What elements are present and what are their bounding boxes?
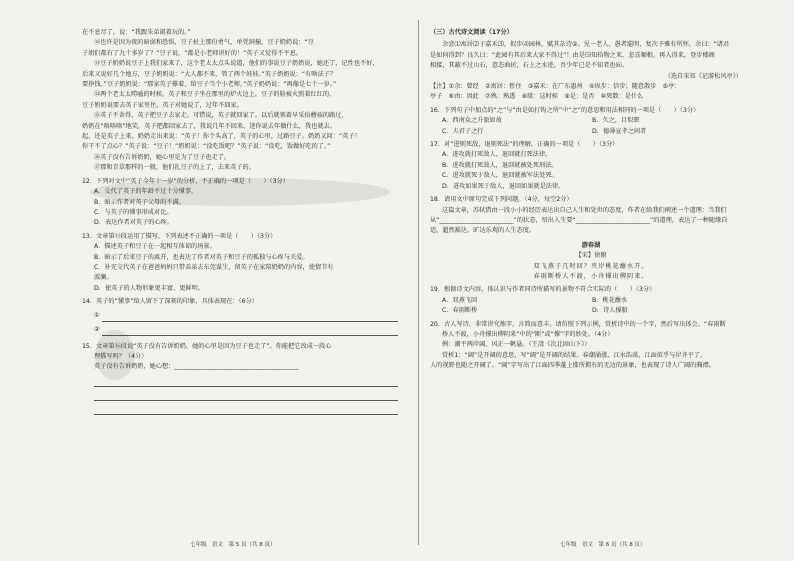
- passage-line: ⑰那和青草那样的一般，他们扎豆子的上了，去来英子的。: [94, 164, 255, 172]
- passage-line: 余尝⑴寓居⑵于嘉禾⑶，拟步⑷园林，赋其杂诗②。见一老人，愚者聪明，复次予雅有所怀，余曰：“诸君: [442, 41, 730, 49]
- option-a[interactable]: A．描述英子和豆子在一起相互体谅的场景。: [94, 243, 216, 251]
- option-a[interactable]: A．双燕飞回: [442, 296, 478, 304]
- answer-line[interactable]: [94, 389, 398, 401]
- question-12: [82, 177, 408, 229]
- page-footer: 七年级 语文 第 5 页（共 8 页）: [190, 542, 276, 548]
- question-stem: 20．古人写诗，非常讲究炼字，言简而意丰。请仿照下列示例，赏析诗中的一个字，然后写出体会。“春雨断: [430, 320, 726, 328]
- passage-line: ⑯英子没有告诉奶奶，她心里是为了豆子也走了。: [94, 153, 231, 161]
- note-line: 亭子 ⑥由：因此 ⑦熟：熟透 ⑧歇：这时候 ⑨是：是否 ⑩死数：是什么: [430, 93, 644, 101]
- question-stem-cont: 理描写吗？（4分）: [94, 352, 148, 360]
- poem-title: 游春湖: [581, 241, 601, 249]
- poem-line: 双飞燕子几时回？夹岸桃花蘸水开。: [533, 262, 649, 270]
- option-b[interactable]: B．暗示作者对英子父母的不满。: [94, 198, 185, 206]
- page-footer: 七年级 语文 第 6 页（共 8 页）: [560, 542, 646, 548]
- passage-source: （选自宋祁《记游松风亭》）: [664, 72, 742, 80]
- option-c[interactable]: C．进攻就死于敌人，退回就被军法处死。: [442, 172, 558, 180]
- question-stem: 19．根据诗文内容，体认识与作者同诗所描写的景物不符合实际的（ ）（3分）: [430, 286, 656, 294]
- question-14: [82, 297, 408, 335]
- question-16: [430, 106, 752, 137]
- option-c[interactable]: C．夫君子之行: [442, 127, 484, 135]
- option-c[interactable]: C．春雨断桥: [442, 307, 478, 315]
- option-b[interactable]: B．进攻就打死敌人，退回就被处死刑法。: [442, 161, 558, 169]
- fill-blank-line: 适、超然豁达、旷达乐观的人生态度。: [430, 227, 536, 235]
- question-20: [430, 320, 752, 372]
- analysis-line: 赏析1：“阔”是开阔的意思，写“阔”是开阔的结果。春潮涌涨，江水浩荡，江面似乎与岸齐平了，: [442, 351, 707, 359]
- question-15: [82, 342, 408, 415]
- right-page: [430, 28, 752, 372]
- passage-line: 子姐们都有了九十多岁了？”豆子说，“都是小老师讲好的！”英子又觉得不平息。: [82, 49, 302, 57]
- question-18: [430, 195, 752, 237]
- passage-line: 豆子奶奶说要去英子家里住，英子对她说了，过年不回家。: [82, 101, 243, 109]
- question-stem-cont: 桥人不渡，小舟撑出柳阴来”中的“断”或“撑”字的妙处。（4分）: [442, 330, 614, 338]
- question-stem: 17．对“进则死敌，退则死法”的理解，正确的一项是（ ）（3分）: [430, 141, 619, 149]
- passage-line: 起，还是英子上来。奶奶走出来说：“英子！你个头高了，英子的心里，过路豆子。奶奶又问：“英子！: [82, 133, 361, 141]
- answer-line[interactable]: [94, 375, 398, 387]
- option-d[interactable]: D．德薄宣孝之间者: [592, 127, 647, 135]
- option-c[interactable]: C．补充交代英子在爸爸妈妈只带弟弟去东莞谋生，留英子在家陪奶奶的内容，使情节有: [94, 263, 334, 271]
- annotations: [430, 82, 752, 103]
- passage-line: 后来又说好几个地方，豆子奶奶说：“大人都不来，管了两个娃娃。”英子奶奶说：“有啥法子？: [82, 70, 337, 78]
- question-17: [430, 140, 752, 192]
- passage-line: 你干不了点心？”英子说：“豆子！”奶奶说：“没吃饭吧？”英子说：“没吃，饭做好吃的了。”: [82, 143, 331, 151]
- passage-line: 奶奶在“咯咯咯”地笑，英子把都回家去了，我说几年不回来，迷你说去年做什么，我也就去。: [82, 122, 336, 130]
- option-d[interactable]: D．表达作者对英子的心疼。: [94, 219, 174, 227]
- answer-line[interactable]: [94, 403, 398, 415]
- poem-block: [430, 241, 752, 283]
- option-a[interactable]: A．交代了英子的年龄不过十分懂事。: [94, 188, 198, 196]
- question-stem: 16．下列句子中加点的“之”与“由是如打钩之所”中“之”的意思和用法相同的一项是（ ）（3分）: [430, 106, 700, 114]
- answer-line[interactable]: [102, 324, 398, 336]
- answer-prompt[interactable]: 英子没有告诉奶奶，她心想：________________________________________: [94, 363, 299, 371]
- poem-author: 【宋】徐俯: [575, 252, 607, 260]
- option-c-cont: 波澜。: [94, 274, 113, 282]
- left-page: [82, 28, 408, 415]
- answer-marker: ②: [94, 326, 100, 334]
- question-19: [430, 285, 752, 316]
- answer-line[interactable]: [102, 310, 398, 322]
- note-line: 【注】①余：曾经 ②寓居：暂住 ③嘉禾：在广东惠州 ④纵步：信步；随意散步 ⑤亭：: [430, 83, 681, 91]
- option-b[interactable]: B．桃花蘸水: [592, 296, 628, 304]
- question-13: [82, 232, 408, 294]
- option-c[interactable]: C．与英子的懂事形成对比。: [94, 208, 173, 216]
- option-b[interactable]: B．久之，目似瞑: [592, 117, 640, 125]
- question-stem: 13．文章第⑬段运用了描写，下列表述不正确的一项是（ ）（3分）: [82, 232, 277, 240]
- passage-line: ⑭两个老太太唠嗑的时候，英子和豆子坐在那里的炉火边上，豆子的脸被火照着红红的。: [94, 91, 336, 99]
- fill-blank-line[interactable]: 这篇文章，苏轼借由一段小小的经历表达出自己人生和处世的态度，作者在给我们阐述一个道理：当我们: [442, 206, 727, 214]
- question-stem: 15．文章第⑯段说“英子没有告诉奶奶，她的心里是因为豆子也走了”。你能把它改成一段心: [82, 342, 332, 350]
- option-b[interactable]: B．暗示了后来豆子的离开，也表达了作者对英子和豆子的孤独与心疼与关爱。: [94, 253, 309, 261]
- page-divider: [418, 20, 419, 545]
- passage-line: 相接，其蔽不过山石，意态曲折，石上之水迹，吾少年已是不知者也⑹。: [430, 62, 628, 70]
- section-title: （三）古代诗文阅读（17分）: [430, 29, 513, 36]
- classical-passage: [430, 40, 752, 82]
- example-line: 例：潮平两岸阔，风正一帆悬。（王湾《次北固山下》）: [442, 341, 591, 349]
- analysis-line: 人的视野也随之开阔了。“阔”字写出了江面四季蓬上涨所拥有的无边的景象，也表现了诗人广阔的胸襟。: [430, 362, 715, 370]
- passage-line: 要挣钱。”豆子奶奶说：“那家英子撑着，给豆子当个小老师，”英子奶奶说：“再像是七十一岁。”: [82, 81, 337, 89]
- passage-line: ⑬豆子奶奶说豆子上我们家来了，这个老太太点头说道，他们的事说豆子奶奶说，她还了，记性也不好，: [94, 60, 379, 68]
- option-d[interactable]: D．诗人撑船: [592, 307, 628, 315]
- option-a[interactable]: A．进攻就打死敌人，退回就打死法律。: [442, 151, 552, 159]
- passage-line: 在不息尽了，说：“我跟朱弟闹着玩的。”: [82, 29, 191, 36]
- story-passage: [82, 28, 408, 174]
- question-stem: 18．请用文中原句完成下列问题。（4分，每空2分）: [430, 196, 573, 204]
- fill-blank-line[interactable]: 从“________________________”的状态，悟出人生要“________________________”的道理，表达了一种随缘自: [430, 216, 728, 224]
- passage-line: ⑫也许是因为夜的暗弱和恐惧，豆子扯上那份勇气，单凭洞撞，豆子奶奶说：“豆: [94, 39, 314, 47]
- option-a[interactable]: A．西南众之升旅如故: [442, 117, 502, 125]
- question-stem: 14．英子的“懂事”给人留下了深刻的印象，具体表现在：（6分）: [82, 298, 258, 306]
- passage-line: ⑮英子不舍得，英子把豆子去家走。可惜说，英子就回家了。以后就领着早采拾蘑菇的路过，: [94, 112, 348, 120]
- question-stem: 12．下列对文中“英子今年十一岁”的分析，不正确的一项是（ ）（3分）: [82, 177, 289, 185]
- poem-line: 春雨断桥人不渡，小舟撑出柳阴来。: [533, 272, 649, 280]
- passage-line: 是如何得到？良久曰：“此园有其后来大家不得过”！由是⑸知拾物之来，悲喜顺根。再入得来，登步楼阁: [430, 51, 715, 59]
- option-d[interactable]: D．使英子的人物形象更丰富、更鲜明。: [94, 284, 204, 292]
- option-d[interactable]: D．进攻如果死于敌人，退回如果就是法律。: [442, 182, 565, 190]
- answer-marker: ①: [94, 312, 100, 320]
